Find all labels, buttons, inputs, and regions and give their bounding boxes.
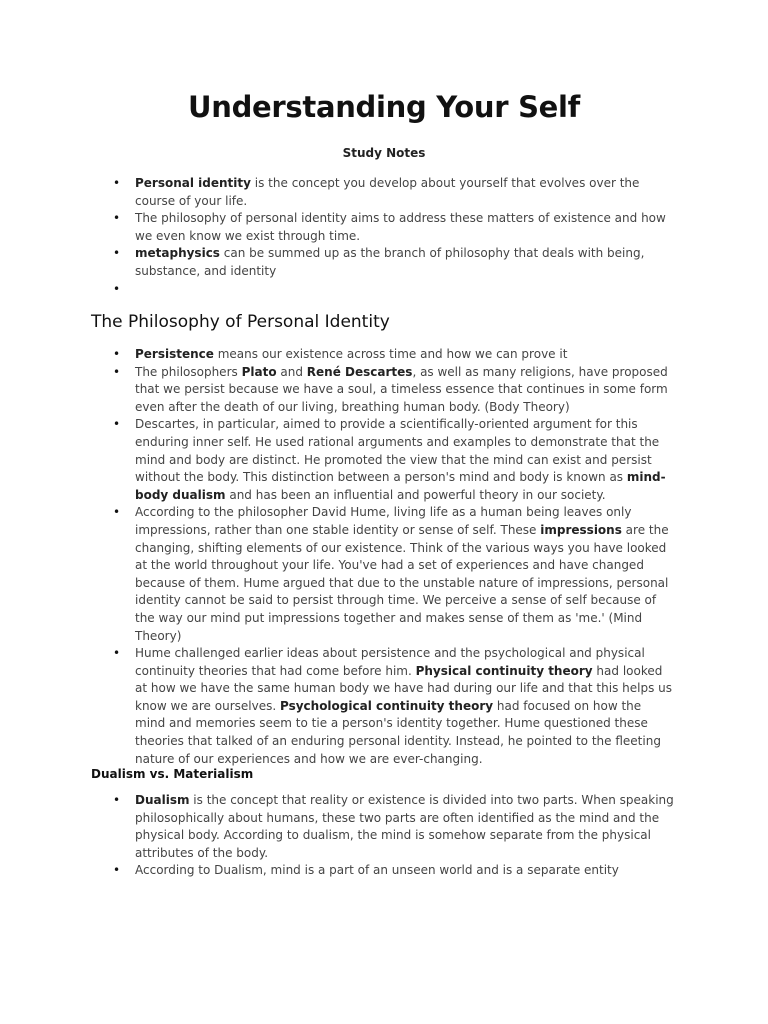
item-text: is the concept that reality or existence is divided into two parts. When speaking philosophically about humans, these two parts are often identified as the mind and the physical body. According to dualism, the mind is somehow separate from the physical attributes of the body. <box>135 793 674 860</box>
page-subtitle: Study Notes <box>342 146 426 160</box>
list-item <box>135 210 675 245</box>
item-text: and has been an influential and powerful theory in our society. <box>225 487 606 502</box>
bold-term: René Descartes <box>306 364 413 379</box>
list-item <box>135 792 675 862</box>
bold-term: Personal identity <box>135 176 251 190</box>
item-text: According to the philosopher David Hume, living life as a human being leaves only impressions, rather than one stable identity or sense of self. These <box>135 505 632 537</box>
list-item <box>135 346 675 364</box>
item-text: are the changing, shifting elements of our existence. Think of the various ways you have looked at the world throughout your life. You've had a set of experiences and have changed because of them. Hume argued that due to the unstable nature of impressions, personal identity cannot be said to persist through time. We perceive a sense of self because of the way our mind put impressions together and makes sense of them as 'me.' (Mind Theory) <box>135 522 669 643</box>
dualism-list <box>113 792 675 880</box>
item-text: means our existence across time and how we can prove it <box>213 347 568 361</box>
bold-term: mind-body dualism <box>135 470 666 502</box>
bold-term: metaphysics <box>135 246 220 261</box>
bold-term: Dualism <box>135 793 190 807</box>
item-text: According to Dualism, mind is a part of an unseen world and is a separate entity <box>135 863 619 878</box>
intro-list <box>113 175 675 298</box>
list-item <box>135 416 675 504</box>
list-item <box>135 245 675 280</box>
bold-term: Persistence <box>135 347 214 361</box>
bold-term: impressions <box>540 522 622 537</box>
empty-list-item <box>135 281 675 299</box>
list-item <box>135 862 675 880</box>
list-item <box>135 645 675 768</box>
section-heading-philosophy: The Philosophy of Personal Identity <box>91 312 390 332</box>
bold-term: Plato <box>241 364 277 379</box>
item-text: had looked at how we have the same human body we have had during our life and that this helps us know we are ourselves. <box>135 663 673 713</box>
item-text: is the concept you develop about yourself that evolves over the course of your life. <box>135 176 640 208</box>
bold-term: Psychological continuity theory <box>279 698 494 713</box>
item-text: The philosophers <box>135 364 242 379</box>
item-text: can be summed up as the branch of philosophy that deals with being, substance, and identity <box>135 246 645 278</box>
list-item <box>135 175 675 210</box>
item-text: and <box>276 364 307 379</box>
item-text: had focused on how the mind and memories seem to tie a person's identity together. Hume questioned these theories that talked of an enduring personal identity. Instead, he pointed to the fleeting nature of our experiences and how we are ever-changing. <box>135 698 661 766</box>
item-text: Descartes, in particular, aimed to provide a scientifically-oriented argument for this enduring inner self. He used rational arguments and examples to demonstrate that the mind and body are distinct. He promoted the view that the mind can exist and persist without the body. This distinction between a person's mind and body is known as <box>135 417 660 485</box>
philosophy-list <box>113 346 675 768</box>
page-title: Understanding Your Self <box>188 90 580 124</box>
bold-term: Physical continuity theory <box>415 663 593 678</box>
item-text: , as well as many religions, have proposed that we persist because we have a soul, a timeless essence that continues in some form even after the death of our living, breathing human body. (Body Theory) <box>135 364 668 414</box>
item-text: The philosophy of personal identity aims to address these matters of existence and how we even know we exist through time. <box>135 211 666 243</box>
list-item <box>135 364 675 417</box>
section-heading-dualism: Dualism vs. Materialism <box>91 767 254 781</box>
item-text: Hume challenged earlier ideas about persistence and the psychological and physical continuity theories that had come before him. <box>135 646 645 678</box>
list-item <box>135 504 675 645</box>
